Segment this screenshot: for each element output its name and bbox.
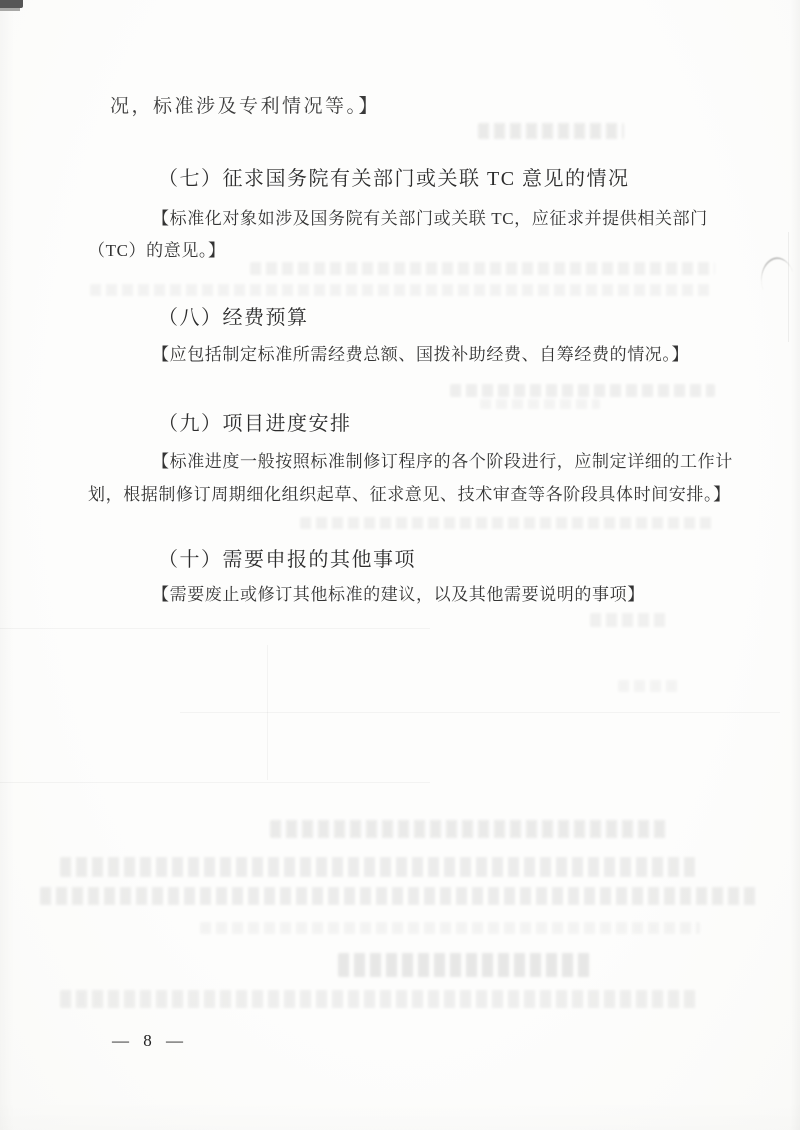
scan-corner-artifact (0, 0, 23, 8)
section-9-body-line-2: 划，根据制修订周期细化组织起草、征求意见、技术审查等各阶段具体时间安排。】 (88, 485, 731, 504)
bleed-through-table-line (0, 782, 430, 783)
bleed-through-table-line (180, 712, 780, 713)
paper-edge-line (788, 232, 789, 342)
bleed-through-artifact (60, 857, 700, 877)
bleed-through-table-line (0, 628, 430, 629)
section-9-body-line-1: 【标准进度一般按照标准制修订程序的各个阶段进行，应制定详细的工作计 (152, 452, 733, 471)
bleed-through-artifact (450, 384, 715, 397)
section-8-body-line-1: 【应包括制定标准所需经费总额、国拨补助经费、自筹经费的情况。】 (152, 345, 690, 364)
section-heading-7: （七）征求国务院有关部门或关联 TC 意见的情况 (158, 168, 630, 190)
page-number: — 8 — (112, 1031, 188, 1050)
bleed-through-artifact (300, 517, 715, 529)
section-7-body-line-2: （TC）的意见。】 (88, 241, 226, 260)
bleed-through-artifact (590, 613, 668, 627)
bleed-through-artifact (40, 887, 760, 905)
bleed-through-artifact (90, 284, 710, 296)
bleed-through-artifact (270, 820, 670, 838)
bleed-through-artifact (480, 399, 600, 409)
paragraph-continuation-line: 况，标准涉及专利情况等。】 (110, 96, 381, 117)
bleed-through-artifact (478, 123, 624, 139)
bleed-through-artifact (338, 953, 590, 977)
section-heading-9: （九）项目进度安排 (158, 413, 352, 435)
bleed-through-artifact (60, 990, 700, 1008)
scan-corner-artifact-shadow (0, 8, 20, 11)
bleed-through-artifact (250, 262, 715, 275)
section-heading-8: （八）经费预算 (158, 307, 309, 329)
section-7-body-line-1: 【标准化对象如涉及国务院有关部门或关联 TC，应征求并提供相关部门 (152, 209, 708, 228)
paper-crease-mark (755, 253, 796, 290)
section-10-body-line-1: 【需要废止或修订其他标准的建议，以及其他需要说明的事项】 (152, 585, 645, 604)
bleed-through-artifact (200, 922, 700, 934)
section-heading-10: （十）需要申报的其他事项 (158, 549, 416, 571)
bleed-through-artifact (618, 680, 680, 692)
